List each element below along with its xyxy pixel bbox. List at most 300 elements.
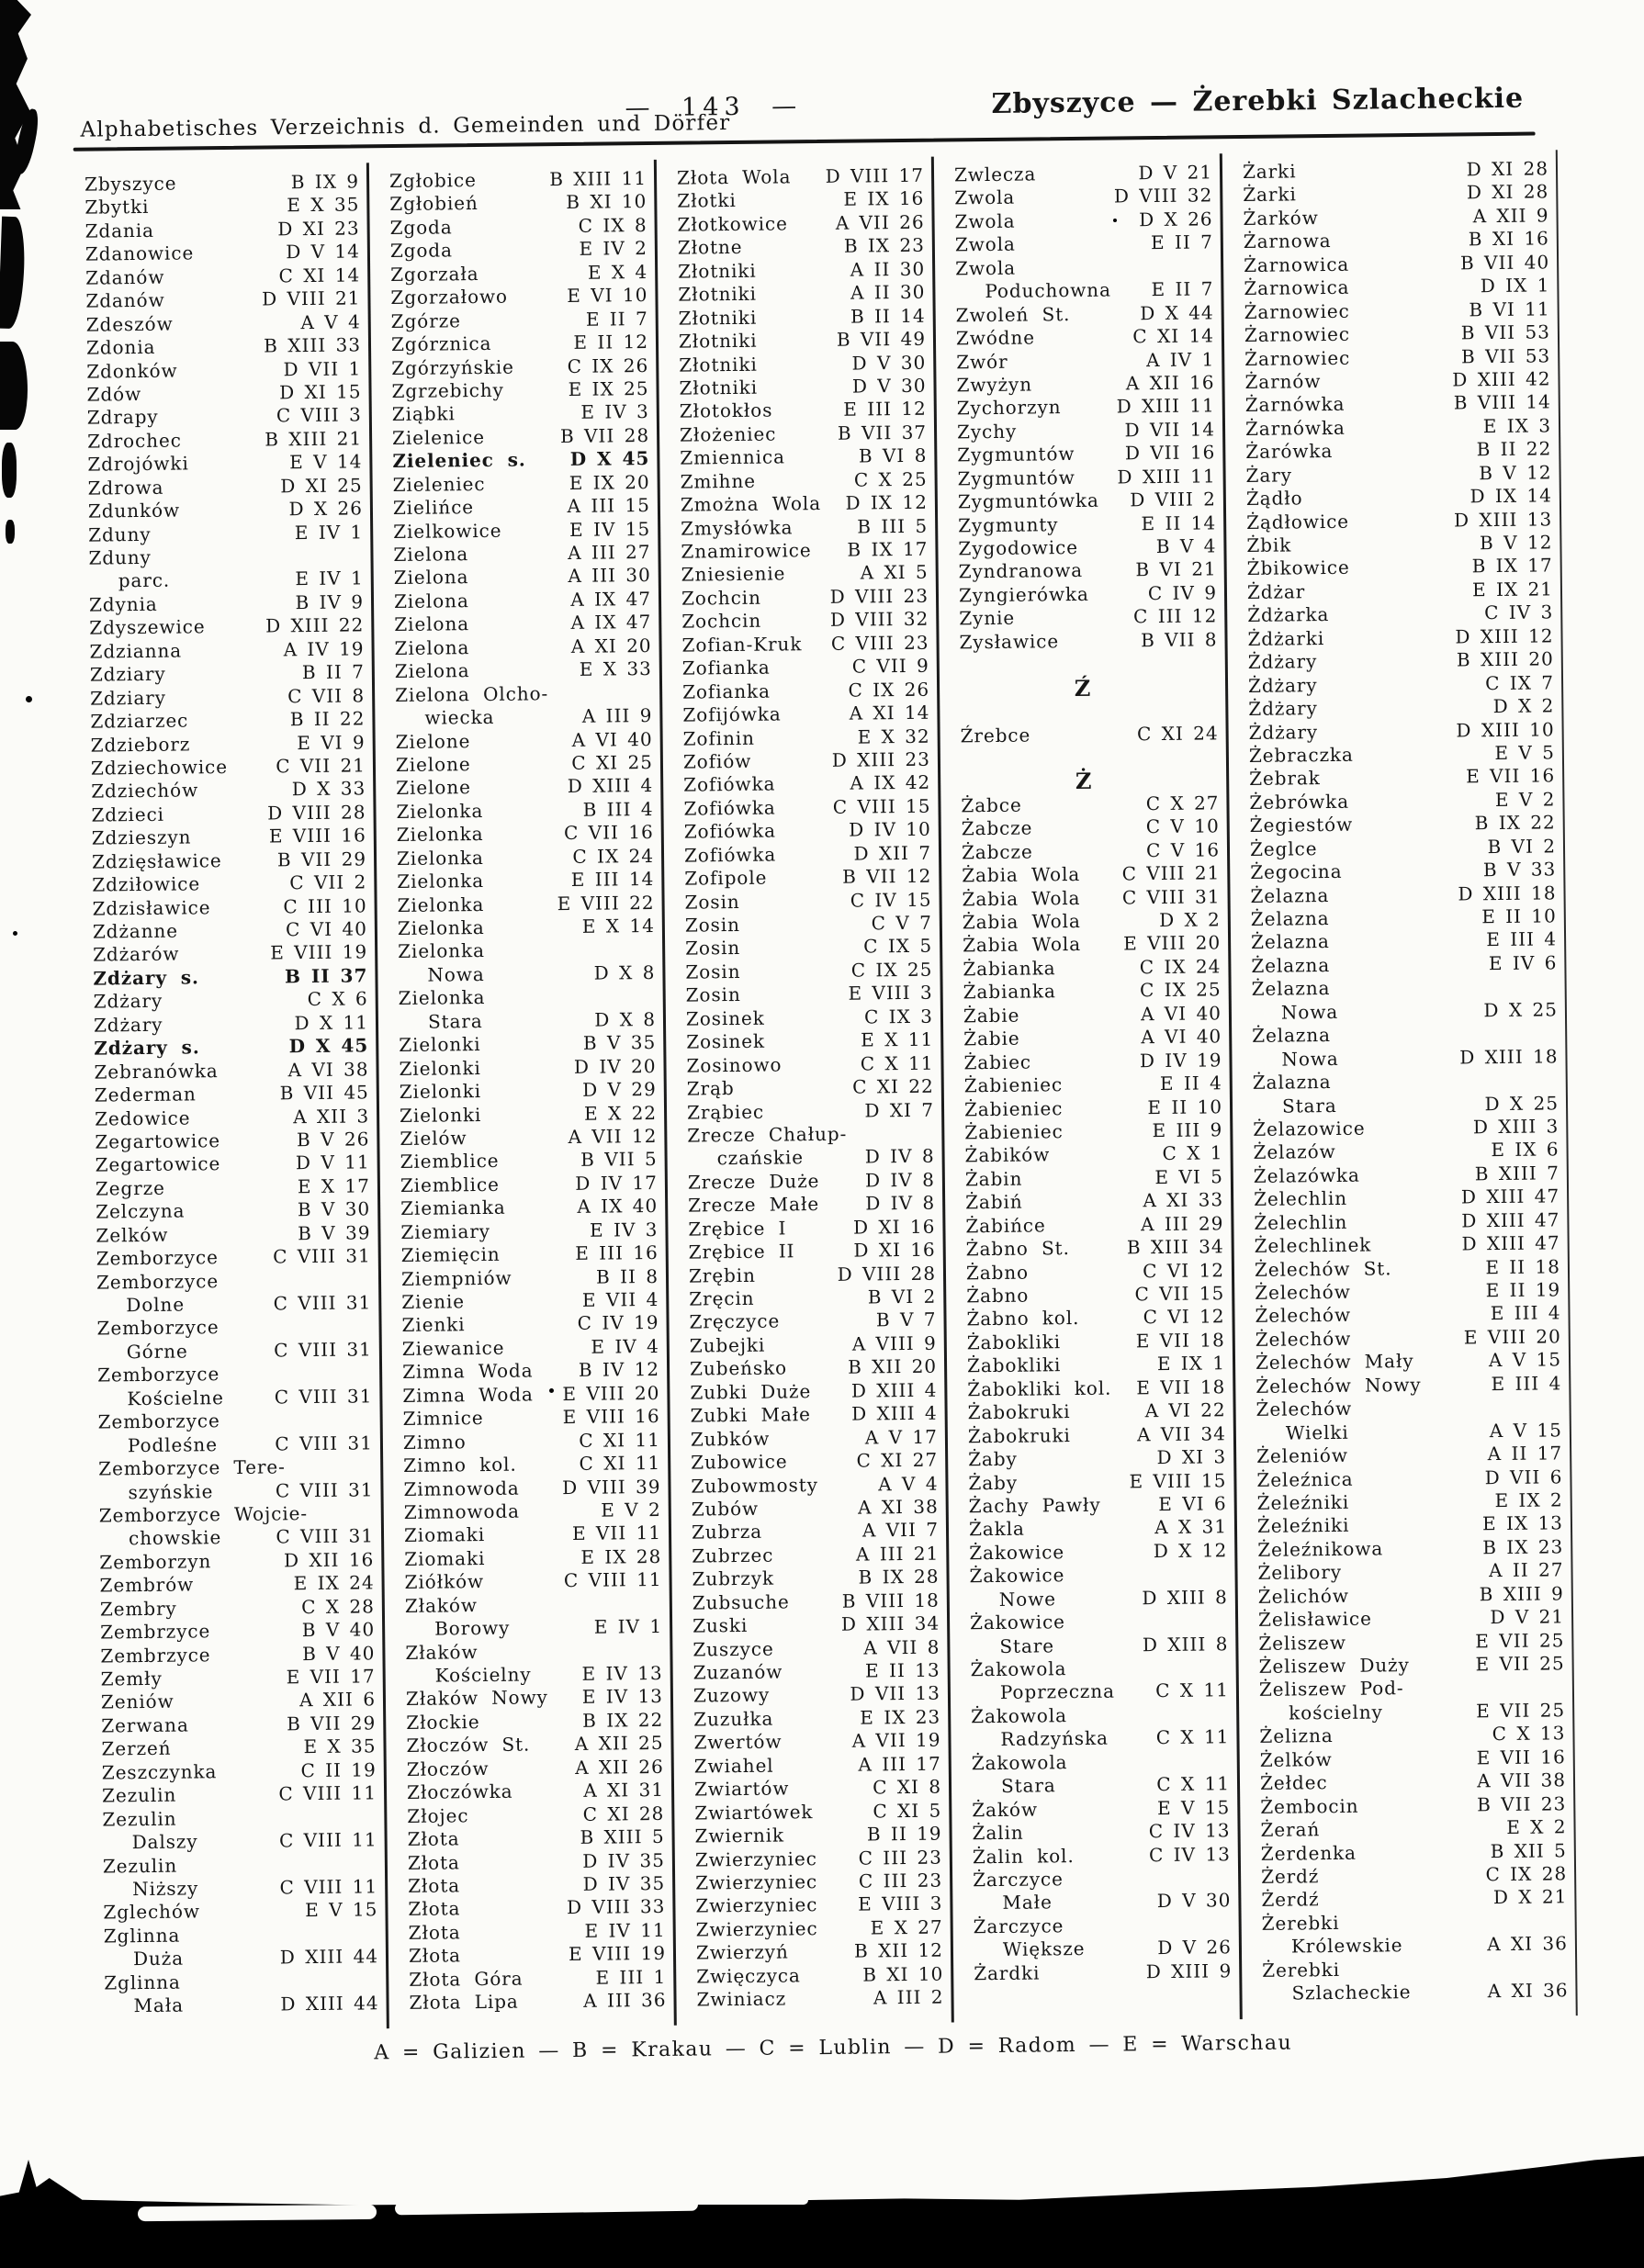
map-code: C VIII 31: [1121, 884, 1221, 909]
map-code: B V 4: [1155, 534, 1217, 558]
place-name: Żakowice: [969, 1540, 1065, 1565]
map-code: B VII 12: [842, 864, 932, 888]
map-code: E X 35: [287, 193, 360, 217]
map-code: C X 28: [301, 1594, 375, 1618]
index-entry: [69, 614, 371, 641]
place-name: Zwierzyniec: [695, 1870, 818, 1894]
map-code: B XIII 20: [1456, 647, 1554, 671]
map-code: B VII 40: [1459, 251, 1550, 275]
map-code: A III 17: [858, 1752, 941, 1776]
place-name: Żdżary: [1247, 650, 1318, 674]
index-entry: [67, 451, 369, 477]
place-name: Żabiń: [965, 1190, 1023, 1214]
index-entry: [950, 1586, 1235, 1612]
index-entry: [659, 328, 933, 354]
map-code: B V 7: [875, 1308, 937, 1331]
place-name: Ziewanice: [401, 1336, 505, 1360]
map-code: E VIII 16: [562, 1405, 660, 1429]
place-name: Żarnowica: [1243, 253, 1350, 276]
place-name: Żarnowiec: [1244, 346, 1351, 370]
place-name: Zgórzyńskie: [391, 355, 514, 379]
map-code: D IV 19: [1139, 1048, 1222, 1072]
index-entry: [80, 1642, 382, 1668]
index-entry: [941, 885, 1227, 912]
map-code: E VII 25: [1476, 1699, 1566, 1723]
place-name: Zezulin: [102, 1807, 177, 1831]
index-entry: [676, 1939, 951, 1966]
map-code: E II 13: [864, 1658, 940, 1682]
index-entry: [65, 217, 367, 243]
place-name: Zglinna: [104, 1970, 181, 1994]
map-code: D X 2: [1492, 694, 1555, 718]
place-name: Żądłowice: [1246, 510, 1350, 533]
index-entry: [382, 1335, 667, 1362]
index-entry: [381, 1264, 666, 1291]
map-code: D XIII 3: [1472, 1115, 1560, 1139]
place-name: Żalin kol.: [972, 1844, 1075, 1868]
map-code: B IX 17: [1471, 554, 1553, 578]
place-name: parc.: [118, 569, 171, 592]
map-code: E II 4: [1159, 1072, 1222, 1095]
place-name: Ziemianka: [400, 1196, 506, 1220]
map-code: C VIII 31: [275, 1431, 374, 1455]
index-entry: [1230, 858, 1563, 884]
index-entry: [76, 1315, 378, 1342]
index-entry: [1238, 1582, 1571, 1609]
map-code: B VII 23: [1477, 1791, 1567, 1815]
place-name: Żelechlin: [1254, 1210, 1348, 1234]
map-code: C VIII 23: [830, 631, 929, 655]
place-name: Żerdź: [1261, 1888, 1320, 1912]
scan-speck: [549, 1388, 554, 1393]
map-code: C V 10: [1145, 814, 1220, 838]
index-entry: [671, 1519, 946, 1545]
map-code: D XII 16: [283, 1548, 375, 1572]
place-name: Stara: [1281, 1094, 1337, 1117]
map-code: E II 10: [1147, 1095, 1223, 1118]
place-name: Zosinek: [686, 1029, 766, 1053]
place-name: Zduny: [88, 522, 152, 546]
place-name: Żeleniów: [1256, 1443, 1348, 1467]
place-name: Zosin: [684, 913, 740, 937]
index-entry: [1236, 1442, 1570, 1468]
place-name: Zegrze: [95, 1176, 165, 1200]
place-name: Żarnowica: [1244, 275, 1350, 300]
place-name: Żelków: [1259, 1747, 1333, 1771]
place-name: Zdynia: [88, 592, 158, 616]
index-entry: [947, 1329, 1233, 1355]
place-name: Żabia Wola: [962, 933, 1082, 957]
map-code: D V 14: [286, 240, 361, 264]
map-code: E X 35: [303, 1735, 377, 1758]
index-entry: [663, 794, 938, 821]
index-entry: [1224, 320, 1558, 347]
index-entry: [77, 1385, 379, 1411]
map-code: C XI 5: [873, 1799, 942, 1823]
place-name: Zwiahel: [693, 1754, 774, 1778]
place-name: Żalazna: [1252, 1071, 1332, 1094]
index-entry: [1232, 1021, 1565, 1048]
map-code: C X 1: [1162, 1141, 1223, 1165]
map-code: E IV 13: [581, 1661, 663, 1685]
place-name: Mała: [133, 1993, 185, 2017]
place-name: Zembrzyce: [100, 1643, 211, 1667]
header-title: Alphabetisches Verzeichnis d. Gemeinden und Dörfer: [80, 111, 731, 142]
map-code: D XIII 8: [1142, 1585, 1228, 1609]
place-name: Zienki: [401, 1313, 466, 1337]
index-entry: [675, 1846, 950, 1872]
map-code: A XII 16: [1125, 371, 1215, 395]
place-name: Zemborzyce: [96, 1269, 220, 1294]
map-code: B V 12: [1479, 531, 1553, 555]
index-entry: [372, 424, 657, 451]
place-name: Zembry: [99, 1597, 177, 1621]
place-name: Zdrapy: [86, 406, 159, 429]
map-code: E IV 3: [589, 1218, 659, 1241]
map-code: D XI 16: [853, 1238, 936, 1262]
index-entry: [1228, 671, 1561, 698]
index-entry: [1242, 1979, 1575, 2005]
map-code: C XI 14: [278, 264, 361, 287]
place-name: Zofian-Kruk: [681, 632, 803, 657]
index-entry: [942, 908, 1228, 935]
index-entry: [73, 964, 375, 991]
map-code: B XI 10: [566, 190, 647, 214]
place-name: Żembocin: [1260, 1794, 1359, 1818]
place-name: Zdżary s.: [94, 1036, 200, 1060]
index-entry: [1234, 1302, 1568, 1329]
place-name: Żarówka: [1245, 440, 1334, 464]
index-entry: [666, 1051, 940, 1078]
map-code: A VI 40: [1141, 1025, 1222, 1049]
index-entry: [384, 1545, 669, 1572]
place-name: Żabokliki kol.: [967, 1376, 1112, 1401]
place-name: Zdziary: [89, 662, 166, 686]
place-name: Zrębice II: [688, 1240, 795, 1263]
index-entry: [79, 1571, 381, 1598]
place-name: Żabokliki: [966, 1353, 1062, 1377]
map-code: E III 4: [1491, 1372, 1562, 1395]
index-entry: [659, 444, 934, 471]
index-entry: [384, 1521, 669, 1548]
place-name: Zeszczynka: [101, 1759, 218, 1784]
index-entry: [381, 1241, 666, 1268]
index-entry: [657, 187, 931, 214]
place-name: Podleśne: [127, 1432, 218, 1456]
index-entry: [1237, 1558, 1571, 1585]
index-entry: [671, 1566, 946, 1592]
place-name: Ziąbki: [391, 402, 456, 426]
index-entry: [1233, 1139, 1566, 1165]
place-name: Zyndranowa: [958, 559, 1084, 583]
index-entry: [1227, 624, 1560, 651]
place-name: Zederman: [94, 1083, 197, 1106]
place-name: Zemborzyce: [96, 1246, 219, 1270]
index-entry: [82, 1805, 384, 1832]
index-entry: [378, 1054, 663, 1081]
index-entry: [386, 1685, 670, 1712]
index-entry: [69, 590, 371, 617]
index-entry: [939, 628, 1224, 655]
index-entry: [1242, 1909, 1575, 1936]
map-code: C IX 24: [572, 844, 655, 868]
index-entry: [936, 301, 1222, 328]
place-name: Zdunków: [87, 499, 181, 522]
place-name: Stare: [999, 1634, 1055, 1657]
place-name: Zdżary: [93, 990, 163, 1013]
map-code: A XI 33: [1143, 1188, 1224, 1212]
map-code: E IX 2: [1494, 1488, 1563, 1512]
map-code: C VIII 15: [832, 794, 931, 818]
index-entry: [939, 605, 1224, 632]
index-entry: [659, 421, 934, 447]
map-code: D IV 8: [864, 1168, 936, 1192]
index-entry: [72, 825, 374, 851]
place-name: Zdziechów: [91, 779, 199, 803]
place-name: Żelazów: [1253, 1140, 1336, 1164]
place-name: Złaków: [404, 1593, 478, 1617]
place-name: Żarków: [1243, 206, 1319, 230]
place-name: Duża: [132, 1947, 185, 1970]
place-name: Zgorzała: [390, 262, 479, 286]
map-code: D IV 8: [865, 1191, 936, 1215]
index-entry: [82, 1781, 384, 1808]
map-code: C V 16: [1145, 837, 1221, 861]
place-name: Zubrza: [691, 1521, 763, 1544]
index-entry: [64, 194, 366, 220]
place-name: Żalin: [972, 1821, 1024, 1845]
place-name: Zimnowoda: [403, 1499, 521, 1523]
place-name: Żaby: [968, 1447, 1018, 1471]
place-name: Zwódne: [955, 326, 1036, 350]
place-name: Złota: [407, 1827, 460, 1850]
place-name: Zielonki: [399, 1103, 482, 1127]
index-entry: [66, 357, 368, 384]
index-entry: [676, 1962, 951, 1989]
index-entry: [377, 891, 661, 917]
index-entry: [666, 982, 940, 1008]
place-name: Żabce: [961, 793, 1022, 817]
index-entry: [942, 955, 1228, 982]
place-name: Żabokruki: [967, 1423, 1071, 1447]
index-entry: [949, 1516, 1234, 1543]
place-name: Zrębice I: [688, 1217, 787, 1241]
index-entry: [83, 1875, 385, 1902]
map-code: C III 23: [858, 1869, 943, 1892]
place-name: Zuski: [692, 1614, 749, 1637]
index-entry: [669, 1286, 943, 1312]
map-code: E II 14: [1141, 511, 1217, 534]
index-entry: [660, 514, 935, 541]
map-code: A VII 38: [1477, 1768, 1567, 1792]
index-entry: [1242, 1956, 1575, 1982]
index-entry: [659, 304, 933, 331]
index-entry: [1231, 904, 1564, 931]
map-code: B XIII 33: [264, 333, 362, 357]
index-entry: [83, 1828, 385, 1855]
place-name: Ziemiary: [400, 1219, 491, 1243]
index-entry: [387, 1825, 671, 1852]
map-code: B III 5: [857, 514, 929, 538]
map-code: D XIII 10: [1456, 717, 1555, 742]
index-entry: [74, 1081, 377, 1107]
map-code: E II 12: [573, 331, 649, 354]
map-code: B III 4: [582, 797, 654, 821]
page-number: — 143 —: [625, 92, 803, 123]
index-entry: [84, 1922, 386, 1948]
place-name: Żabianka: [963, 980, 1056, 1004]
map-code: D X 26: [1139, 208, 1213, 231]
index-entry: [1240, 1768, 1573, 1795]
index-entry: [369, 190, 654, 217]
index-entry: [951, 1772, 1237, 1799]
index-entry: [659, 398, 934, 424]
header-range: Zbyszyce — Żerebki Szlacheckie: [991, 82, 1525, 120]
place-name: Żarczyce: [973, 1868, 1064, 1892]
index-entry: [379, 1101, 664, 1128]
place-name: Borowy: [434, 1616, 511, 1640]
index-entry: [951, 1796, 1237, 1823]
place-name: Dalszy: [131, 1830, 198, 1854]
map-code: C II 19: [300, 1758, 377, 1781]
map-code: A II 30: [850, 280, 926, 304]
map-code: C X 11: [1155, 1679, 1230, 1702]
place-name: Zielonka: [397, 915, 485, 939]
map-code: B VI 2: [867, 1285, 937, 1308]
index-entry: [676, 1986, 951, 2013]
map-code: A IV 19: [283, 637, 365, 661]
map-code: C XI 28: [582, 1802, 665, 1825]
place-name: Żełdec: [1259, 1771, 1328, 1795]
map-code: A XI 38: [857, 1495, 939, 1519]
place-name: Zubrzec: [692, 1544, 774, 1567]
place-name: Radzyńska: [1000, 1726, 1109, 1751]
map-code: D VIII 2: [1130, 488, 1217, 511]
index-entry: [386, 1709, 670, 1735]
map-code: B VII 8: [1141, 628, 1218, 651]
map-code: E IX 13: [1481, 1511, 1564, 1535]
index-entry: [375, 657, 659, 684]
index-entry: [935, 277, 1221, 304]
index-entry: [664, 818, 939, 845]
map-code: D IV 35: [582, 1848, 666, 1872]
place-name: Żabno St.: [965, 1237, 1070, 1261]
place-name: Żabokliki: [966, 1330, 1062, 1354]
place-name: Żelazna: [1251, 953, 1331, 977]
map-code: D XIII 47: [1460, 1185, 1560, 1208]
map-code: B IX 9: [290, 170, 360, 194]
index-entry: [662, 655, 937, 681]
index-entry: [1229, 765, 1562, 792]
index-entry: [1228, 647, 1561, 674]
index-entry: [934, 185, 1220, 211]
index-entry: [383, 1405, 668, 1432]
index-entry: [668, 1215, 942, 1241]
map-code: E VIII 20: [562, 1381, 660, 1405]
place-name: Zubejki: [689, 1333, 766, 1357]
index-entry: [671, 1496, 946, 1522]
place-name: Zubsuche: [692, 1590, 790, 1614]
index-entry: [1235, 1325, 1569, 1352]
index-entry: [81, 1689, 383, 1715]
place-name: Złotniki: [678, 282, 758, 306]
index-entry: [64, 170, 366, 196]
map-code: C IX 26: [848, 678, 930, 702]
place-name: Żakowola: [970, 1657, 1067, 1681]
place-name: Zelczyna: [96, 1199, 186, 1223]
index-entry: [660, 538, 935, 565]
map-code: C XI 25: [571, 750, 654, 774]
map-code: B VII 53: [1460, 320, 1551, 344]
index-entry: [668, 1192, 942, 1218]
map-code: A X 31: [1154, 1515, 1228, 1539]
place-name: Żelazna: [1251, 977, 1331, 1001]
map-code: C XI 27: [856, 1448, 939, 1472]
index-entry: [944, 1142, 1230, 1169]
index-entry: [657, 211, 931, 238]
place-name: Zubrzyk: [692, 1566, 775, 1590]
place-name: Zwiernik: [694, 1824, 785, 1847]
index-entry: [934, 208, 1220, 234]
index-entry: [949, 1562, 1234, 1589]
place-name: Zdonia: [85, 335, 156, 359]
map-code: A II 17: [1487, 1442, 1563, 1465]
place-name: Zwyżyn: [956, 373, 1033, 397]
place-name: Zosin: [685, 937, 741, 960]
index-entry: [76, 1244, 378, 1271]
map-code: E IV 13: [581, 1685, 664, 1709]
place-name: Zebranówka: [94, 1059, 219, 1083]
place-name: Zmysłówka: [681, 515, 794, 540]
place-name: Zielińce: [392, 496, 475, 520]
index-entry: [377, 938, 662, 964]
map-code: D IX 12: [845, 490, 929, 514]
map-code: D XIII 11: [1116, 394, 1215, 418]
map-code: C III 12: [1132, 604, 1218, 628]
map-code: A III 30: [568, 564, 651, 588]
index-entry: [665, 912, 940, 938]
map-code: C IV 9: [1147, 581, 1218, 605]
map-code: E IV 2: [579, 237, 648, 261]
place-name: Źrebce: [960, 724, 1031, 747]
place-name: Złoczów: [406, 1757, 490, 1780]
map-code: D X 45: [569, 447, 650, 471]
place-name: Żabno: [965, 1261, 1030, 1284]
index-entry: [941, 861, 1227, 888]
index-entry: [671, 1542, 946, 1568]
map-code: E VIII 16: [268, 824, 366, 848]
place-name: Zedowice: [94, 1106, 191, 1130]
map-code: E X 33: [579, 657, 652, 681]
index-entry: [80, 1618, 382, 1645]
place-name: Żabcze: [961, 816, 1033, 840]
map-code: D XI 15: [279, 380, 362, 404]
place-name: Zofianka: [681, 656, 771, 679]
place-name: Złotniki: [678, 329, 758, 353]
map-code: C VIII 31: [276, 1524, 375, 1548]
place-name: Żakowice: [969, 1611, 1065, 1634]
place-name: Zosin: [685, 983, 741, 1006]
map-code: E X 32: [857, 724, 930, 748]
place-name: Zimno: [402, 1430, 467, 1454]
map-code: D IV 20: [573, 1054, 657, 1078]
place-name: Żakowice: [969, 1564, 1065, 1588]
index-entry: [381, 1311, 666, 1338]
place-name: Zosinowo: [686, 1053, 783, 1077]
map-code: B VII 53: [1460, 343, 1551, 367]
place-name: Zniesienie: [681, 562, 786, 587]
index-entry: [67, 427, 369, 454]
